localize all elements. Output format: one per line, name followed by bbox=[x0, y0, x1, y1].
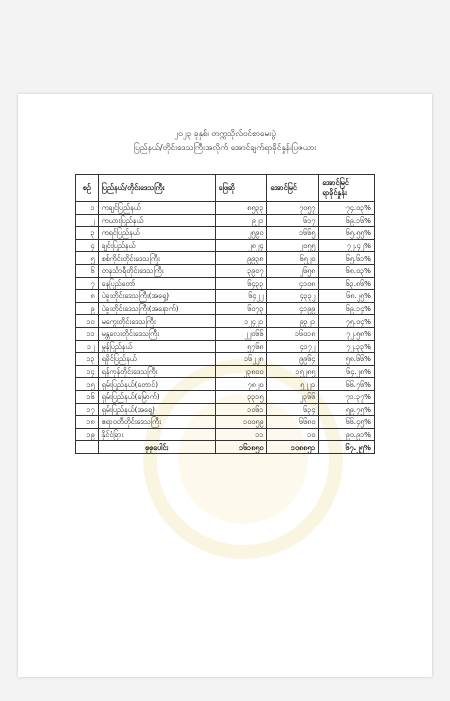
row-sat: ၁၀၆၁ bbox=[215, 403, 267, 416]
row-pass-rate: ၆၆.၄၅% bbox=[319, 416, 375, 429]
row-pass-rate: ၅၉.၇၅% bbox=[319, 403, 375, 416]
row-passed: ၅၂၂၁ bbox=[267, 378, 319, 391]
row-sat: ၃၃၁၅ bbox=[215, 390, 267, 403]
table-row bbox=[76, 378, 375, 391]
row-number: ၇ bbox=[76, 277, 99, 290]
row-sat: ၈၅၃၃ bbox=[215, 202, 267, 215]
table-row bbox=[76, 327, 375, 340]
document-page bbox=[18, 94, 432, 677]
row-pass-rate: ၇၂.၃၃% bbox=[319, 340, 375, 353]
row-pass-rate: ၆၃.၈၆% bbox=[319, 277, 375, 290]
row-passed: ၄၁၀၈ bbox=[267, 277, 319, 290]
row-region: ပဲခူးတိုင်းဒေသကြီး(အနောက်) bbox=[98, 302, 215, 315]
document-subtitle: ပြည်နယ်/တိုင်းဒေသကြီးအလိုက် အောင်ချက်ရာခိုင်နှုန်းပြဇယား bbox=[133, 142, 317, 152]
row-number: ၉ bbox=[76, 302, 99, 315]
document-title: ၂၀၂၃ ခုနှစ်၊ တက္ကသိုလ်ဝင်စာမေးပွဲ bbox=[174, 128, 276, 138]
row-number: ၁၉ bbox=[76, 428, 99, 441]
table-row bbox=[76, 264, 375, 277]
table-row bbox=[76, 290, 375, 303]
row-sat: ၆၀၇၃ bbox=[215, 302, 267, 315]
row-number: ၈ bbox=[76, 290, 99, 303]
row-pass-rate: ၆၅.၆၁% bbox=[319, 252, 375, 265]
total-passed: ၁၀၈၈၅၁ bbox=[267, 441, 319, 454]
table-row bbox=[76, 302, 375, 315]
row-pass-rate: ၆၄.၂၈% bbox=[319, 365, 375, 378]
row-number: ၁၇ bbox=[76, 403, 99, 416]
row-sat: ၂၃၈၀၀ bbox=[215, 365, 267, 378]
table-row bbox=[76, 214, 375, 227]
row-pass-rate: ၆၈.၀၃% bbox=[319, 264, 375, 277]
table-row bbox=[76, 428, 375, 441]
row-sat: ၇၈၂၀ bbox=[215, 378, 267, 391]
row-number: ၁၃ bbox=[76, 353, 99, 366]
row-pass-rate: ၇၁.၃၇% bbox=[319, 390, 375, 403]
row-number: ၁၀ bbox=[76, 315, 99, 328]
total-sat: ၁၆၁၈၅၀ bbox=[215, 441, 267, 454]
table-body bbox=[76, 202, 375, 454]
row-passed: ၆၆၈၀ bbox=[267, 416, 319, 429]
table-row bbox=[76, 277, 375, 290]
table-header-row bbox=[76, 175, 375, 202]
table-row bbox=[76, 239, 375, 252]
row-sat: ၁၁ bbox=[215, 428, 267, 441]
results-table bbox=[75, 174, 375, 454]
row-sat: ၁၀၀၅၉ bbox=[215, 416, 267, 429]
row-passed: ၁၀ bbox=[267, 428, 319, 441]
row-number: ၂ bbox=[76, 214, 99, 227]
row-region: မွန်ပြည်နယ် bbox=[98, 340, 215, 353]
table-row bbox=[76, 202, 375, 215]
row-passed: ၆၅၂၀ bbox=[267, 252, 319, 265]
row-pass-rate: ၆၈.၂၅% bbox=[319, 290, 375, 303]
row-region: ရှမ်းပြည်နယ်(အရှေ့) bbox=[98, 403, 215, 416]
row-region: ရခိုင်ပြည်နယ် bbox=[98, 353, 215, 366]
header-pass-rate: အောင်မြင် ရာခိုင်နှုန်း bbox=[319, 175, 375, 202]
row-pass-rate: ၇၅.၀၄% bbox=[319, 315, 375, 328]
row-pass-rate: ၆၉.၁၆% bbox=[319, 214, 375, 227]
row-region: မန္တလေးတိုင်းဒေသကြီး bbox=[98, 327, 215, 340]
row-region: မကွေးတိုင်းဒေသကြီး bbox=[98, 315, 215, 328]
row-region: စစ်ကိုင်းတိုင်းဒေသကြီး bbox=[98, 252, 215, 265]
row-number: ၁၅ bbox=[76, 378, 99, 391]
row-sat: ၆၄၂၂ bbox=[215, 290, 267, 303]
row-pass-rate: ၇၂.၅၈% bbox=[319, 327, 375, 340]
row-passed: ၄၁၉၉ bbox=[267, 302, 319, 315]
header-region: ပြည်နယ်/တိုင်းဒေသကြီး bbox=[98, 175, 215, 202]
row-passed: ၁၅၂၈၅ bbox=[267, 365, 319, 378]
row-passed: ၉၉၆၄ bbox=[267, 353, 319, 366]
table-row bbox=[76, 390, 375, 403]
row-pass-rate: ၆၆.၇၆% bbox=[319, 378, 375, 391]
row-sat: ၉၂၁ bbox=[215, 214, 267, 227]
row-number: ၁၁ bbox=[76, 327, 99, 340]
row-pass-rate: ၅၈.၆၆% bbox=[319, 353, 375, 366]
row-pass-rate: ၆၉.၁၄% bbox=[319, 302, 375, 315]
row-passed: ၁၆၆၅ bbox=[267, 227, 319, 240]
row-passed: ၂၀၅၅ bbox=[267, 239, 319, 252]
row-passed: ၇၀၅၇ bbox=[267, 202, 319, 215]
table-row bbox=[76, 353, 375, 366]
row-region: ပဲခူးတိုင်းဒေသကြီး(အရှေ့) bbox=[98, 290, 215, 303]
row-sat: ၉၉၃၈ bbox=[215, 252, 267, 265]
row-region: ရှမ်းပြည်နယ်(မြောက်) bbox=[98, 390, 215, 403]
row-passed: ၄၁၇၂ bbox=[267, 340, 319, 353]
total-label: စုစုပေါင်း bbox=[98, 441, 215, 454]
row-region: နိုင်ငံခြား bbox=[98, 428, 215, 441]
header-no: စဉ် bbox=[76, 175, 99, 202]
row-region: ရန်ကုန်တိုင်းဒေသကြီး bbox=[98, 365, 215, 378]
row-number: ၁၄ bbox=[76, 365, 99, 378]
row-sat: ၂၅၉၀ bbox=[215, 227, 267, 240]
row-number: ၁၂ bbox=[76, 340, 99, 353]
row-region: ရှမ်းပြည်နယ်(တောင်) bbox=[98, 378, 215, 391]
table-row bbox=[76, 315, 375, 328]
row-number: ၅ bbox=[76, 252, 99, 265]
row-passed: ၂၆၅၈ bbox=[267, 264, 319, 277]
row-sat: ၁၆၂၂၈ bbox=[215, 353, 267, 366]
header-passed: အောင်မြင် bbox=[267, 175, 319, 202]
row-sat: ၆၄၃၃ bbox=[215, 277, 267, 290]
row-sat: ၅၇၆၈ bbox=[215, 340, 267, 353]
row-passed: ၁၆၀၁၈ bbox=[267, 327, 319, 340]
row-number: ၁၆ bbox=[76, 390, 99, 403]
row-region: ကချင်ပြည်နယ် bbox=[98, 202, 215, 215]
row-number: ၁၈ bbox=[76, 416, 99, 429]
row-number: ၃ bbox=[76, 227, 99, 240]
row-number: ၁ bbox=[76, 202, 99, 215]
row-sat: ၃၉၀၇ bbox=[215, 264, 267, 277]
table-row bbox=[76, 365, 375, 378]
table-row bbox=[76, 340, 375, 353]
total-blank-cell bbox=[76, 441, 99, 454]
table-row bbox=[76, 416, 375, 429]
total-row bbox=[76, 441, 375, 454]
row-region: တနင်္သာရီတိုင်းဒေသကြီး bbox=[98, 264, 215, 277]
row-passed: ၆၁၇ bbox=[267, 214, 319, 227]
row-pass-rate: ၇၂.၄၂% bbox=[319, 239, 375, 252]
row-passed: ၂၃၆၆ bbox=[267, 390, 319, 403]
row-region: ချင်းပြည်နယ် bbox=[98, 239, 215, 252]
row-sat: ၂၈၂၄ bbox=[215, 239, 267, 252]
row-passed: ၆၃၄ bbox=[267, 403, 319, 416]
header-sat: ဖြေဆို bbox=[215, 175, 267, 202]
row-passed: ၉၃၂၁ bbox=[267, 315, 319, 328]
row-passed: ၄၃၃၂ bbox=[267, 290, 319, 303]
row-number: ၆ bbox=[76, 264, 99, 277]
table-row bbox=[76, 227, 375, 240]
row-pass-rate: ၆၅.၅၅% bbox=[319, 227, 375, 240]
table-row bbox=[76, 252, 375, 265]
row-sat: ၂၂၀၆၆ bbox=[215, 327, 267, 340]
row-region: ဧရာဝတီတိုင်းဒေသကြီး bbox=[98, 416, 215, 429]
row-sat: ၁၂၄၂၁ bbox=[215, 315, 267, 328]
row-pass-rate: ၉၀.၉၁% bbox=[319, 428, 375, 441]
row-region: နေပြည်တော် bbox=[98, 277, 215, 290]
table-row bbox=[76, 403, 375, 416]
total-pass-rate: ၆၇.၂၅% bbox=[319, 441, 375, 454]
row-region: ကယားပြည်နယ် bbox=[98, 214, 215, 227]
row-pass-rate: ၇၄.၀၃% bbox=[319, 202, 375, 215]
row-region: ကရင်ပြည်နယ် bbox=[98, 227, 215, 240]
row-number: ၄ bbox=[76, 239, 99, 252]
